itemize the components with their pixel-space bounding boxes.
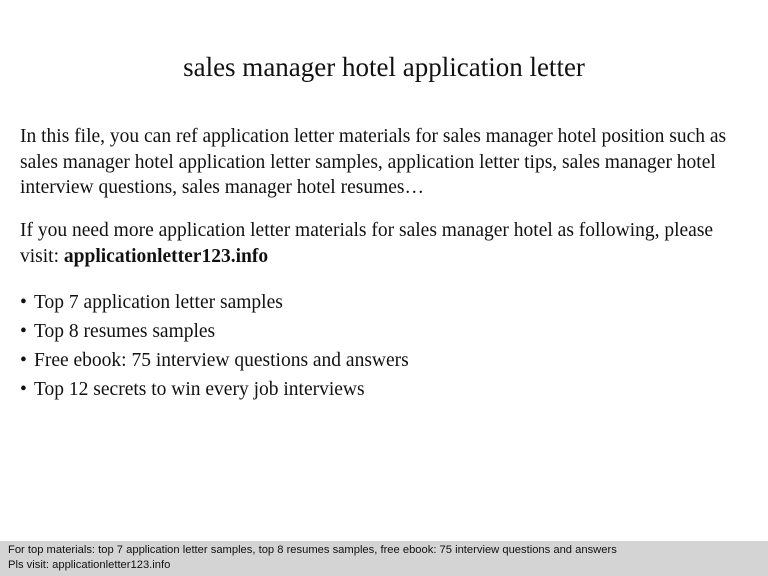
page-title: sales manager hotel application letter bbox=[183, 52, 585, 82]
bullet-icon: • bbox=[20, 321, 27, 342]
intro-paragraph: In this file, you can ref application letter materials for sales manager hotel position such as sales manager hotel application letter samples, application letter tips, sales manager hotel interview questions, sales manager hotel resumes… bbox=[20, 126, 727, 198]
list-item bbox=[20, 346, 750, 375]
footer-bar bbox=[0, 541, 768, 576]
more-materials-text: If you need more application letter materials for sales manager hotel as following, please visit: bbox=[20, 220, 714, 267]
list-item-label: Top 12 secrets to win every job interviews bbox=[34, 379, 365, 400]
materials-list bbox=[20, 288, 750, 404]
list-item-label: Top 8 resumes samples bbox=[34, 321, 216, 342]
bullet-icon: • bbox=[20, 379, 27, 400]
footer-line-materials: For top materials: top 7 application letter samples, top 8 resumes samples, free ebook: 75 interview questions and answers bbox=[8, 544, 617, 556]
list-item-label: Free ebook: 75 interview questions and answers bbox=[34, 350, 409, 371]
bullet-icon: • bbox=[20, 350, 27, 371]
list-item bbox=[20, 317, 750, 346]
list-item bbox=[20, 375, 750, 404]
more-materials-paragraph bbox=[20, 218, 750, 269]
list-item bbox=[20, 288, 750, 317]
list-item-label: Top 7 application letter samples bbox=[34, 292, 283, 313]
website-link[interactable]: applicationletter123.info bbox=[63, 245, 269, 267]
footer-line-visit: Pls visit: applicationletter123.info bbox=[8, 558, 171, 571]
bullet-icon: • bbox=[20, 292, 27, 313]
